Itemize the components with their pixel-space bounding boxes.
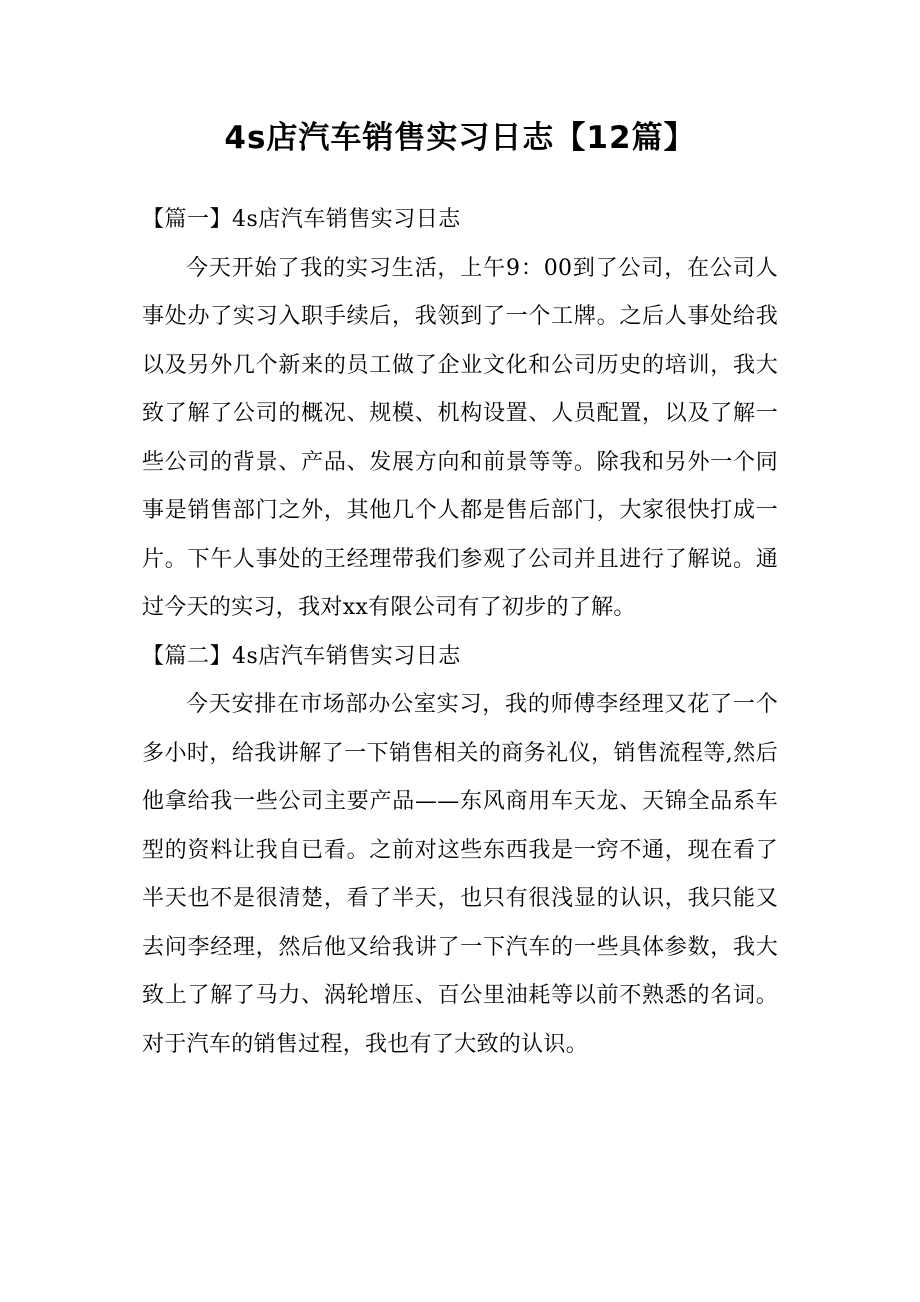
document-title: 4s店汽车销售实习日志【12篇】: [224, 120, 696, 156]
section-heading: 【篇二】4s店汽车销售实习日志: [142, 643, 461, 669]
section-2: [142, 633, 778, 1070]
section-1: [142, 196, 778, 633]
section-body: 今天开始了我的实习生活，上午9：00到了公司，在公司人事处办了实习入职手续后，我领到了一个工牌。之后人事处给我以及另外几个新来的员工做了企业文化和公司历史的培训，我大致了解了公司的概况、规模、机构设置、人员配置，以及了解一些公司的背景、产品、发展方向和前景等等。除我和另外一个同事是销售部门之外，其他几个人都是售后部门，大家很快打成一片。下午人事处的王经理带我们参观了公司并且进行了解说。通过今天的实习，我对xx有限公司有了初步的了解。: [142, 255, 778, 620]
section-heading: 【篇一】4s店汽车销售实习日志: [142, 207, 461, 232]
section-body: 今天安排在市场部办公室实习，我的师傅李经理又花了一个多小时，给我讲解了一下销售相关的商务礼仪，销售流程等,然后他拿给我一些公司主要产品——东风商用车天龙、天锦全品系车型的资料让我自已看。之前对这些东西我是一窍不通，现在看了半天也不是很清楚，看了半天，也只有很浅显的认识，我只能又去问李经理，然后他又给我讲了一下汽车的一些具体参数，我大致上了解了马力、涡轮增压、百公里油耗等以前不熟悉的名词。对于汽车的销售过程，我也有了大致的认识。: [142, 692, 778, 1057]
